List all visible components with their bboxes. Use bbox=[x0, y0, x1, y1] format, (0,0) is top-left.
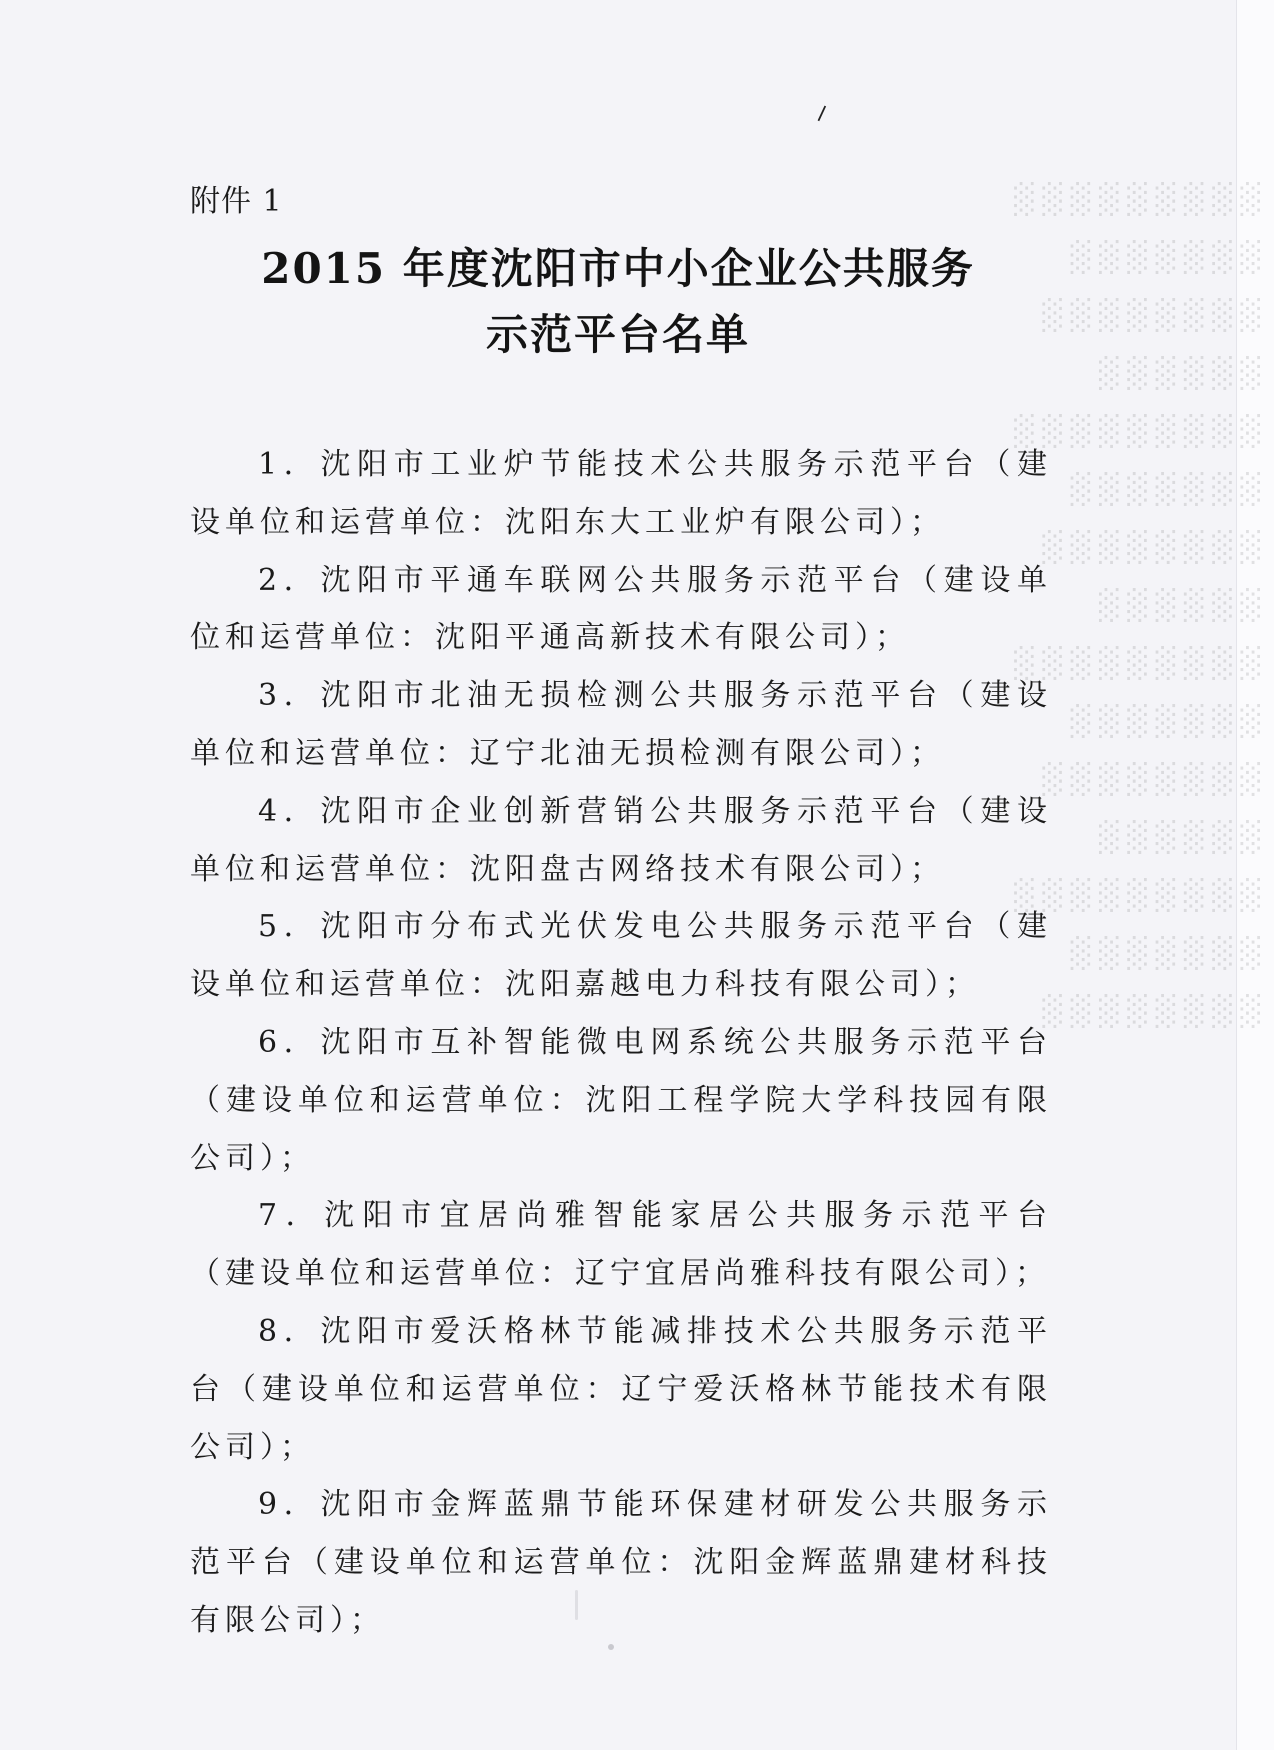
document-title-line-1: 2015 年度沈阳市中小企业公共服务 bbox=[261, 244, 975, 293]
scan-speck bbox=[575, 1590, 578, 1620]
list-item: 4．沈阳市企业创新营销公共服务示范平台（建设单位和运营单位：沈阳盘古网络技术有限公司）； bbox=[190, 793, 1052, 887]
list-item: 3．沈阳市北油无损检测公共服务示范平台（建设单位和运营单位：辽宁北油无损检测有限公司）； bbox=[190, 678, 1052, 771]
scan-speck bbox=[608, 1644, 614, 1650]
list-item: 8．沈阳市爱沃格林节能减排技术公共服务示范平台（建设单位和运营单位：辽宁爱沃格林节能技术有限公司）； bbox=[190, 1313, 1052, 1465]
list-item: 6．沈阳市互补智能微电网系统公共服务示范平台（建设单位和运营单位：沈阳工程学院大学科技园有限公司）； bbox=[190, 1024, 1052, 1176]
list-item: 9．沈阳市金辉蓝鼎节能环保建材研发公共服务示范平台（建设单位和运营单位：沈阳金辉蓝鼎建材科技有限公司）； bbox=[190, 1487, 1052, 1638]
platform-list bbox=[190, 436, 1052, 1650]
attachment-label: 附件 1 bbox=[190, 184, 283, 219]
list-item: 5．沈阳市分布式光伏发电公共服务示范平台（建设单位和运营单位：沈阳嘉越电力科技有限公司）； bbox=[190, 909, 1052, 1003]
pen-mark-icon: ⸍ bbox=[809, 98, 840, 142]
page-edge bbox=[1236, 0, 1274, 1750]
list-item: 2．沈阳市平通车联网公共服务示范平台（建设单位和运营单位：沈阳平通高新技术有限公司）； bbox=[190, 562, 1052, 656]
document-title-line-2: 示范平台名单 bbox=[485, 310, 750, 359]
list-item: 1．沈阳市工业炉节能技术公共服务示范平台（建设单位和运营单位：沈阳东大工业炉有限公司）； bbox=[190, 447, 1052, 540]
list-item: 7．沈阳市宜居尚雅智能家居公共服务示范平台（建设单位和运营单位：辽宁宜居尚雅科技有限公司）； bbox=[190, 1198, 1052, 1292]
